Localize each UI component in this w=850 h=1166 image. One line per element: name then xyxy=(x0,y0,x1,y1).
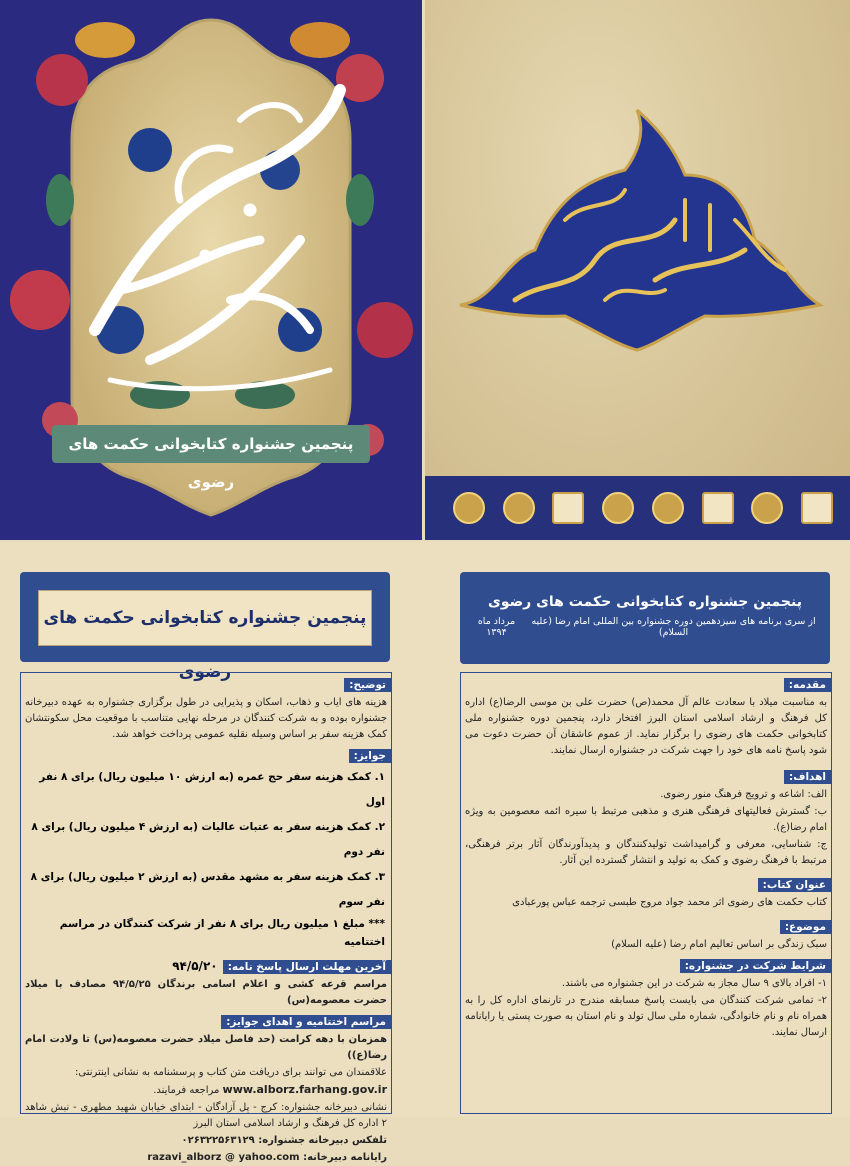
emblem-icon xyxy=(602,492,634,524)
poster-panel xyxy=(0,0,422,540)
emblem-icon xyxy=(453,492,485,524)
description-text: هزینه های ایاب و ذهاب، اسکان و پذیرایی در طول برگزاری جشنواره به عهده دبیرخانه جشنواره بوده و به شرکت کنندگان در مرحله نهایی متناسب با موقعیت محل سکونتشان کمک هزینه سفر بر اساس وسیله نقلیه عمومی پرداخت خواهد شد. xyxy=(25,697,387,740)
goal-item: ب: گسترش فعالیتهای فرهنگی هنری و مذهبی مرتبط با سیره ائمه معصومین به ویژه امام رضا(ع). xyxy=(465,806,827,833)
website-link[interactable]: www.alborz.farhang.gov.ir xyxy=(222,1083,387,1096)
emblem-icon xyxy=(702,492,734,524)
prize-item: ۱. کمک هزینه سفر حج عمره (به ارزش ۱۰ میلیون ریال) برای ۸ نفر اول xyxy=(39,771,385,808)
emblem-icon xyxy=(751,492,783,524)
email-label: رایانامه دبیرخانه: xyxy=(303,1152,387,1163)
prize-item: *** مبلغ ۱ میلیون ریال برای ۸ نفر از شرکت کنندگان در مراسم اختتامیه xyxy=(59,918,385,948)
left-title: پنجمین جشنواره کتابخوانی حکمت های رضوی xyxy=(43,608,367,682)
phone-label: تلفکس دبیرخانه جشنواره: xyxy=(258,1135,387,1146)
phone-value: ۰۲۶۳۲۲۵۶۳۱۲۹ xyxy=(181,1135,255,1146)
goal-item: ج: شناسایی، معرفی و گرامیداشت تولیدکنندگان و پدیدآورندگان آثار برتر فرهنگی، مرتبط با فرهنگ رضوی و کمک به تولید و انتشار گسترده این آثار. xyxy=(465,839,827,866)
lottery-text: مراسم قرعه کشی و اعلام اسامی برندگان ۹۴/۵/۲۵ مصادف با میلاد حضرت معصومه(س) xyxy=(25,979,387,1006)
emblem-icon xyxy=(652,492,684,524)
prize-item: ۲. کمک هزینه سفر به عتبات عالیات (به ارزش ۴ میلیون ریال) برای ۸ نفر دوم xyxy=(31,821,385,858)
right-date: مرداد ماه ۱۳۹۴ xyxy=(477,616,516,638)
description-label: توضیح: xyxy=(344,678,391,692)
condition-item: ۲- تمامی شرکت کنندگان می بایست پاسخ مسابقه مندرج در تارنمای اداره کل را به همراه نام و نام خانوادگی، شماره ملی سال تولد و نام استان به صورت پستی یا رایانامه ارسال نمایند. xyxy=(465,995,827,1038)
prize-item: ۳. کمک هزینه سفر به مشهد مقدس (به ارزش ۲ میلیون ریال) برای ۸ نفر سوم xyxy=(30,871,385,908)
prize-list xyxy=(21,765,391,951)
goal-item: الف: اشاعه و ترویج فرهنگ منور رضوی. xyxy=(660,789,827,800)
info-text: علاقمندان می توانند برای دریافت متن کتاب و پرسشنامه به نشانی اینترنتی: xyxy=(74,1067,387,1078)
address-text: نشانی دبیرخانه جشنواره: کرج - پل آزادگان - ابتدای خیابان شهید مطهری - نبش شاهد ۲ اداره کل فرهنگ و ارشاد اسلامی استان البرز xyxy=(25,1102,387,1129)
right-title: پنجمین جشنواره کتابخوانی حکمت های رضوی xyxy=(488,594,802,610)
emblem-icon xyxy=(552,492,584,524)
poster-caption: پنجمین جشنواره کتابخوانی حکمت های رضوی xyxy=(52,425,370,463)
info-suffix: مراجعه فرمایند. xyxy=(153,1085,220,1096)
info-panel-right xyxy=(425,542,850,1117)
left-header xyxy=(20,572,390,682)
topic-text: سبک زندگی بر اساس تعالیم امام رضا (علیه السلام) xyxy=(611,939,827,950)
right-header xyxy=(460,572,830,664)
cover-calligraphy-emblem xyxy=(425,0,850,476)
right-subtitle: از سری برنامه های سیزدهمین دوره جشنواره بین المللی امام رضا (علیه السلام) xyxy=(531,616,816,638)
prizes-label: جوایز: xyxy=(349,749,391,763)
condition-item: ۱- افراد بالای ۹ سال مجاز به شرکت در این جشنواره می باشند. xyxy=(561,978,827,989)
goals-label: اهداف: xyxy=(784,770,831,784)
sponsor-band xyxy=(425,476,850,540)
ceremony-label: مراسم اختتامیه و اهدای جوایز: xyxy=(221,1015,391,1029)
book-label: عنوان کتاب: xyxy=(758,878,831,892)
ceremony-text: همزمان با دهه کرامت (حد فاصل میلاد حضرت معصومه(س) تا ولادت امام رضا(ع)) xyxy=(25,1034,387,1061)
emblem-icon xyxy=(503,492,535,524)
emblem-icon xyxy=(801,492,833,524)
right-subtitle-row xyxy=(468,616,822,638)
right-body xyxy=(460,672,832,1114)
info-panel-left xyxy=(0,542,425,1163)
book-text: کتاب حکمت های رضوی اثر محمد جواد مروج طبسی ترجمه عباس پورعبادی xyxy=(512,897,827,908)
deadline-label: آخرین مهلت ارسال پاسخ نامه: xyxy=(223,960,391,974)
topic-label: موضوع: xyxy=(780,920,831,934)
left-title-strip xyxy=(38,590,372,682)
intro-label: مقدمه: xyxy=(784,678,831,692)
deadline-value: ۹۴/۵/۲۰ xyxy=(172,959,218,973)
intro-text: به مناسبت میلاد با سعادت عالم آل محمد(ص) حضرت علی بن موسی الرضا(ع) اداره کل فرهنگ و ارشاد اسلامی استان البرز افتخار دارد، پنجمین دوره جشنواره ملی کتابخوانی حکمت های رضوی را برگزار نماید. از عموم عاشقان آن حضرت دعوت می شود پاسخ نامه های خود را جهت شرکت در جشنواره ارسال نمایند. xyxy=(465,697,827,756)
left-body xyxy=(20,672,392,1163)
email-value[interactable]: razavi_alborz @ yahoo.com xyxy=(147,1152,300,1163)
conditions-label: شرایط شرکت در جشنواره: xyxy=(680,959,831,973)
sponsor-logos xyxy=(453,486,833,530)
cover-panel xyxy=(425,0,850,540)
